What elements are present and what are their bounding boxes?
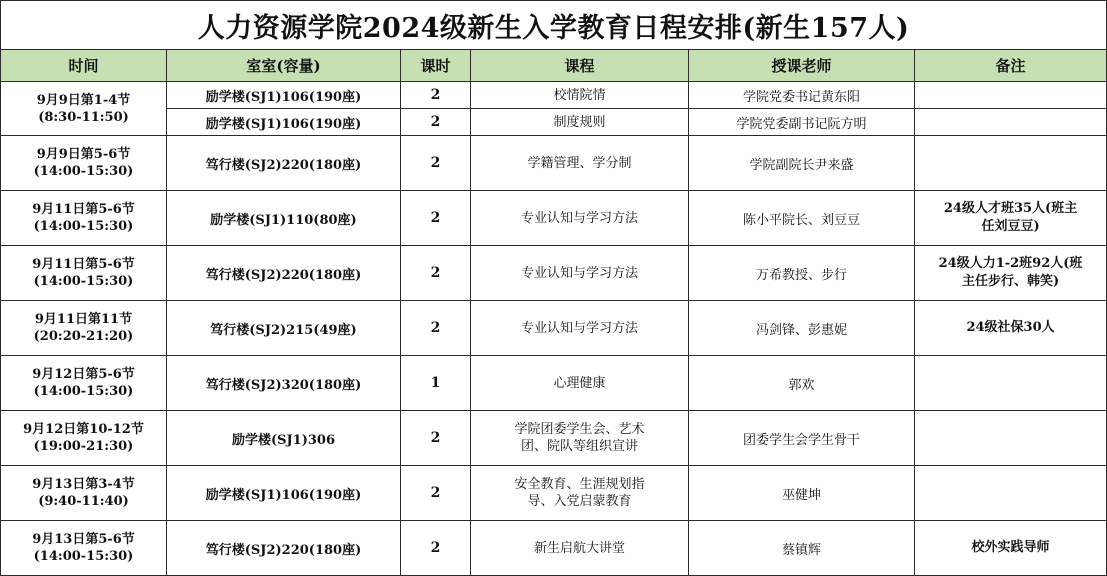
time-date: 9月11日第5-6节 [32,257,135,272]
time-range: (14:00-15:30) [33,164,134,179]
room-cell: 笃行楼(SJ2)220(180座) [167,246,401,301]
note-line: 24级人力1-2班92人(班 [938,256,1083,271]
table-row [1,411,1107,466]
time-cell [1,411,167,466]
course-cell [471,466,689,521]
course-line: 学籍管理、学分制 [527,155,632,171]
teacher-cell: 巫健坤 [689,466,915,521]
teacher-cell: 万希教授、步行 [689,246,915,301]
room-cell: 励学楼(SJ1)106(190座) [167,82,401,109]
time-date: 9月9日第5-6节 [36,147,131,162]
time-cell [1,246,167,301]
table-row [1,109,1107,136]
header-room: 室室(容量) [167,50,401,82]
time-cell [1,82,167,136]
time-date: 9月12日第10-12节 [23,422,144,437]
room-cell: 笃行楼(SJ2)220(180座) [167,521,401,576]
course-cell [471,109,689,136]
course-cell [471,82,689,109]
teacher-cell: 学院党委副书记阮方明 [689,109,915,136]
course-cell [471,356,689,411]
time-cell [1,466,167,521]
teacher-cell: 蔡镇辉 [689,521,915,576]
header-note: 备注 [915,50,1107,82]
note-cell [915,136,1107,191]
note-cell [915,109,1107,136]
time-range: (14:00-15:30) [33,384,134,399]
hours-cell: 2 [401,301,471,356]
hours-cell: 2 [401,521,471,576]
course-line: 制度规则 [553,114,606,130]
time-range: (8:30-11:50) [38,109,129,125]
course-cell [471,246,689,301]
course-line: 导、入党启蒙教育 [527,494,632,509]
room-cell: 笃行楼(SJ2)215(49座) [167,301,401,356]
course-cell [471,411,689,466]
header-course: 课程 [471,50,689,82]
room-cell: 励学楼(SJ1)306 [167,411,401,466]
course-line: 专业认知与学习方法 [520,320,638,336]
time-cell [1,521,167,576]
note-cell [915,521,1107,576]
time-range: (14:00-15:30) [33,274,134,289]
hours-cell: 2 [401,191,471,246]
note-cell [915,356,1107,411]
course-cell [471,191,689,246]
time-cell [1,301,167,356]
note-cell [915,466,1107,521]
time-cell [1,191,167,246]
teacher-cell: 陈小平院长、刘豆豆 [689,191,915,246]
time-date: 9月9日第1-4节 [36,92,131,108]
time-date: 9月13日第3-4节 [32,477,135,492]
hours-cell: 2 [401,411,471,466]
time-range: (14:00-15:30) [33,549,134,564]
table-row [1,356,1107,411]
time-range: (19:00-21:30) [33,439,134,454]
header-hours: 课时 [401,50,471,82]
course-line: 安全教育、生涯规划指 [514,477,645,492]
header-teacher: 授课老师 [689,50,915,82]
hours-cell: 1 [401,356,471,411]
time-range: (14:00-15:30) [33,219,134,234]
time-date: 9月11日第11节 [34,312,133,327]
teacher-cell: 学院副院长尹来盛 [689,136,915,191]
note-line: 24级人才班35人(班主 [943,201,1078,216]
page-title: 人力资源学院2024级新生入学教育日程安排(新生157人) [1,1,1107,50]
note-cell [915,191,1107,246]
time-cell [1,136,167,191]
table-row [1,301,1107,356]
teacher-cell: 郭欢 [689,356,915,411]
room-cell: 励学楼(SJ1)110(80座) [167,191,401,246]
note-cell [915,82,1107,109]
note-line: 校外实践导师 [971,540,1050,555]
time-range: (9:40-11:40) [38,494,129,509]
course-line: 专业认知与学习方法 [520,210,638,226]
room-cell: 笃行楼(SJ2)220(180座) [167,136,401,191]
course-line: 学院团委学生会、艺术 [514,422,645,437]
course-line: 专业认知与学习方法 [520,265,638,281]
time-date: 9月11日第5-6节 [32,202,135,217]
table-row [1,136,1107,191]
table-row [1,521,1107,576]
table-row [1,246,1107,301]
note-cell [915,411,1107,466]
room-cell: 励学楼(SJ1)106(190座) [167,466,401,521]
time-range: (20:20-21:20) [33,329,134,344]
hours-cell: 2 [401,136,471,191]
note-line: 任刘豆豆) [981,219,1040,234]
course-cell [471,301,689,356]
course-line: 心理健康 [553,375,606,391]
course-cell [471,136,689,191]
time-date: 9月12日第5-6节 [32,367,135,382]
course-line: 校情院情 [553,87,606,103]
hours-cell: 2 [401,82,471,109]
course-cell [471,521,689,576]
table-row [1,466,1107,521]
hours-cell: 2 [401,466,471,521]
teacher-cell: 冯剑锋、彭惠妮 [689,301,915,356]
table-row [1,82,1107,109]
note-line: 24级社保30人 [966,320,1055,335]
table-row [1,191,1107,246]
header-time: 时间 [1,50,167,82]
time-cell [1,356,167,411]
note-cell [915,246,1107,301]
room-cell: 笃行楼(SJ2)320(180座) [167,356,401,411]
teacher-cell: 团委学生会学生骨干 [689,411,915,466]
course-line: 新生启航大讲堂 [533,540,625,556]
room-cell: 励学楼(SJ1)106(190座) [167,109,401,136]
hours-cell: 2 [401,246,471,301]
course-line: 团、院队等组织宣讲 [520,439,638,454]
note-line: 主任步行、韩笑) [961,274,1060,289]
note-cell [915,301,1107,356]
teacher-cell: 学院党委书记黄东阳 [689,82,915,109]
hours-cell: 2 [401,109,471,136]
time-date: 9月13日第5-6节 [32,532,135,547]
